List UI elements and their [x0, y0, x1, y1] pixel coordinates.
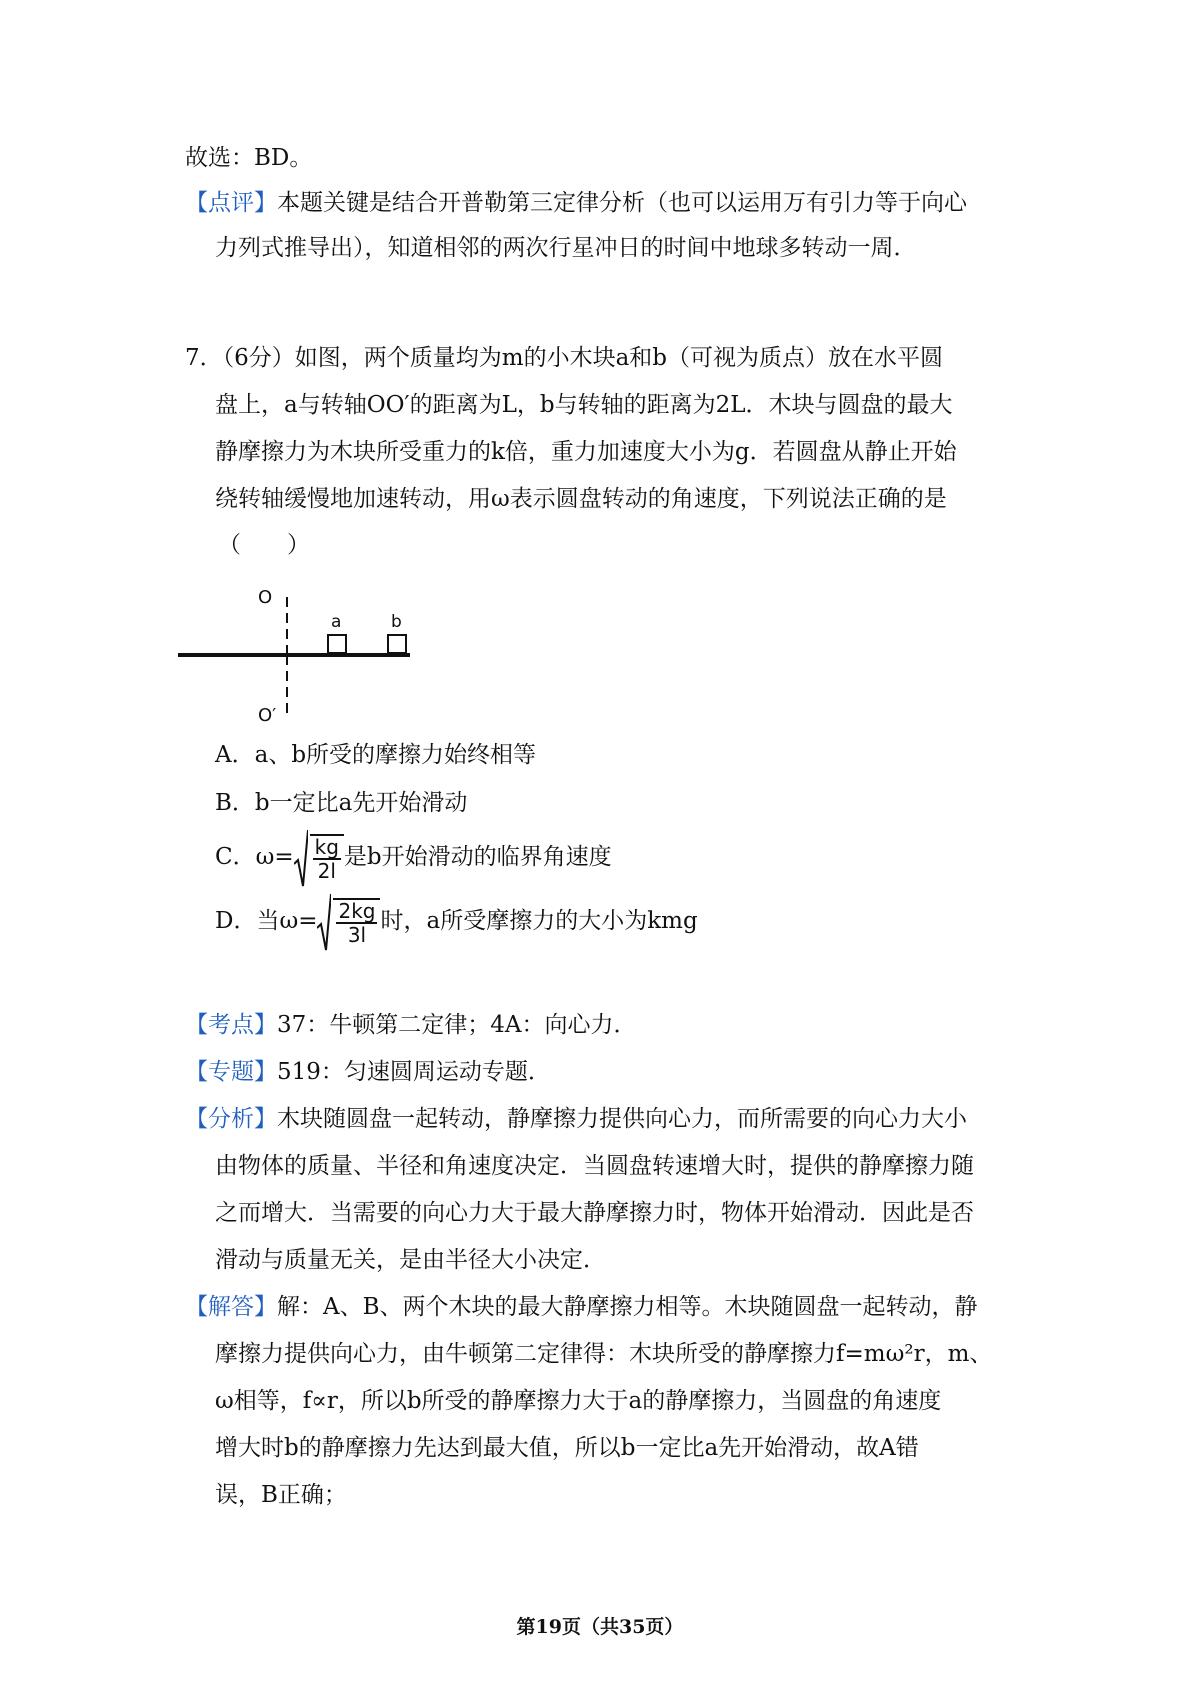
jieda-tag: 【解答】 [185, 1294, 277, 1320]
fraction-d-numerator: 2kg [338, 899, 376, 923]
jieda-line-4: 增大时b的静摩擦力先达到最大值，所以b一定比a先开始滑动，故A错 [215, 1435, 919, 1461]
zhuanti-text: 519：匀速圆周运动专题． [277, 1059, 551, 1085]
option-d-prefix: D．当ω= [215, 908, 318, 934]
page-footer: 第19页（共35页） [516, 1616, 684, 1638]
option-d [215, 892, 698, 952]
kaodian-line [185, 1010, 637, 1040]
sqrt-c [294, 828, 344, 888]
jieda-line-2: 摩擦力提供向心力，由牛顿第二定律得：木块所受的静摩擦力f=mω²r，m、 [215, 1341, 993, 1367]
question-line-2: 盘上，a与转轴OO′的距离为L，b与转轴的距离为2L．木块与圆盘的最大 [215, 392, 953, 418]
question-blank: （ ） [218, 532, 310, 558]
label-a: a [331, 612, 342, 632]
jieda-line-5: 误，B正确； [215, 1482, 347, 1508]
kaodian-text: 37：牛顿第二定律；4A：向心力． [277, 1012, 637, 1038]
question-line-3: 静摩擦力为木块所受重力的k倍，重力加速度大小为g．若圆盘从静止开始 [215, 439, 957, 465]
label-o-bottom: O′ [258, 705, 277, 726]
kaodian-tag: 【考点】 [185, 1012, 277, 1038]
fenxi-text-1: 木块随圆盘一起转动，静摩擦力提供向心力，而所需要的向心力大小 [277, 1106, 967, 1132]
jieda-line-3: ω相等，f∝r，所以b所受的静摩擦力大于a的静摩擦力，当圆盘的角速度 [215, 1388, 942, 1414]
sqrt-d [317, 892, 380, 952]
block-b [388, 635, 406, 653]
zhuanti-tag: 【专题】 [185, 1059, 277, 1085]
option-c-suffix: 是b开始滑动的临界角速度 [343, 844, 612, 870]
label-b: b [391, 612, 402, 632]
label-o-top: O [258, 587, 273, 608]
question-line-4: 绕转轴缓慢地加速转动，用ω表示圆盘转动的角速度，下列说法正确的是 [215, 486, 947, 512]
fenxi-line-4: 滑动与质量无关，是由半径大小决定． [215, 1247, 606, 1273]
fraction-d-denominator: 3l [347, 923, 367, 947]
fenxi-tag: 【分析】 [185, 1106, 277, 1132]
review-tag: 【点评】 [185, 190, 277, 216]
turntable-figure [170, 575, 430, 735]
fenxi-line-1 [185, 1104, 967, 1134]
option-b: B．b一定比a先开始滑动 [215, 790, 468, 816]
review-line-1 [185, 188, 967, 218]
jieda-line-1 [185, 1292, 978, 1322]
review-line-2: 力列式推导出），知道相邻的两次行星冲日的时间中地球多转动一周． [215, 235, 917, 261]
fenxi-line-3: 之而增大．当需要的向心力大于最大静摩擦力时，物体开始滑动．因此是否 [215, 1200, 974, 1226]
option-d-suffix: 时，a所受摩擦力的大小为kmg [380, 908, 698, 934]
fraction-c-numerator: kg [314, 835, 339, 859]
zhuanti-line [185, 1057, 551, 1087]
review-text-1: 本题关键是结合开普勒第三定律分析（也可以运用万有引力等于向心 [277, 190, 967, 216]
option-c-prefix: C．ω= [215, 844, 294, 870]
option-a: A．a、b所受的摩擦力始终相等 [215, 742, 537, 768]
fraction-c-denominator: 2l [317, 859, 336, 883]
question-line-1: 7．（6分）如图，两个质量均为m的小木块a和b（可视为质点）放在水平圆 [185, 345, 944, 371]
answer-line: 故选：BD。 [185, 145, 313, 171]
option-c [215, 828, 612, 888]
fenxi-line-2: 由物体的质量、半径和角速度决定．当圆盘转速增大时，提供的静摩擦力随 [215, 1153, 974, 1179]
jieda-text-1: 解：A、B、两个木块的最大静摩擦力相等。木块随圆盘一起转动，静 [277, 1294, 978, 1320]
block-a [328, 635, 346, 653]
